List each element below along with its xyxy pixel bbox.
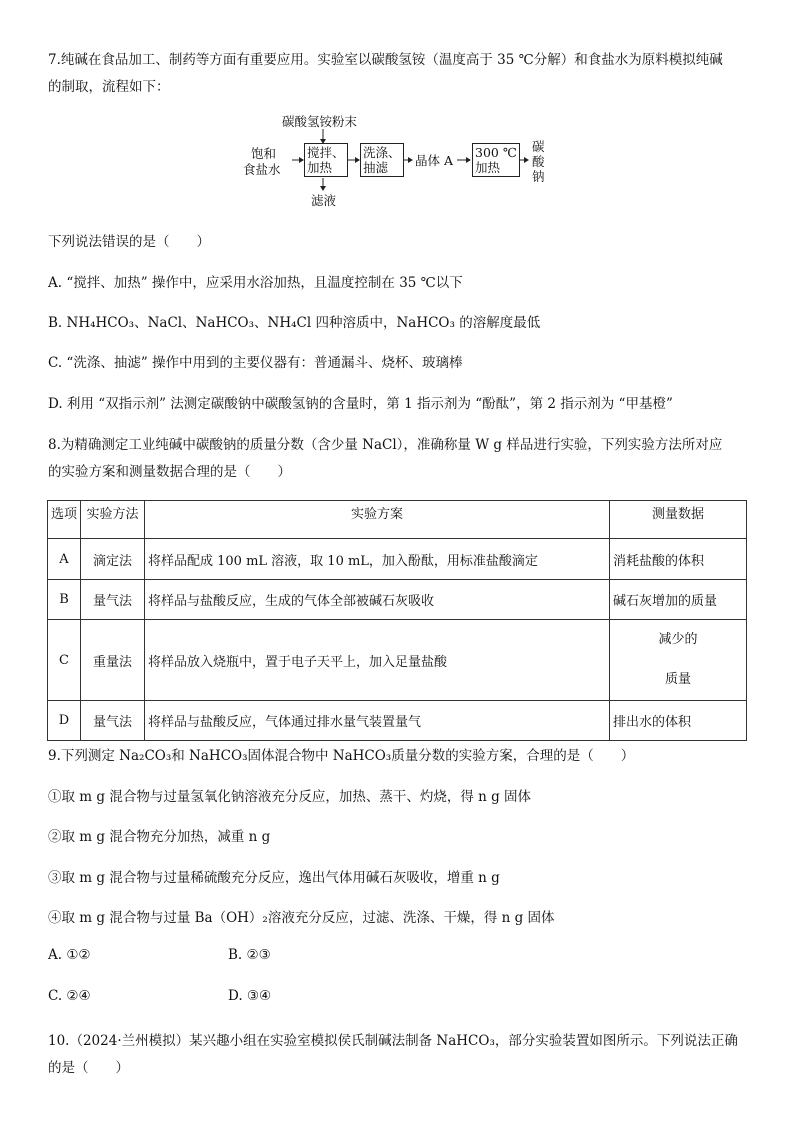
q7-stem-line2: 的制取，流程如下：: [48, 79, 170, 95]
flow-box-wash-filter: [360, 143, 404, 177]
row-method: 量气法: [81, 580, 145, 620]
flow-left-input-1: 饱和: [251, 146, 277, 161]
row-plan: 将样品与盐酸反应，生成的气体全部被碱石灰吸收: [145, 580, 610, 620]
flow-box2-line2: 抽滤: [363, 160, 389, 175]
q7-stem-line1: 7.纯碱在食品加工、制药等方面有重要应用。实验室以碳酸氢铵（温度高于 35 ℃分解）和食盐水为原料模拟纯碱: [48, 52, 723, 68]
header-option: 选项: [48, 501, 81, 539]
q9-item-4: ④取 m g 混合物与过量 Ba（OH）₂溶液充分反应，过滤、洗涤、干燥，得 n g 固体: [48, 910, 555, 926]
row-data: 消耗盐酸的体积: [610, 539, 747, 580]
table-row: [48, 539, 747, 580]
flow-box1-line1: 搅拌、: [307, 145, 345, 160]
row-option: B: [48, 580, 81, 620]
q8-stem-line2: 的实验方案和测量数据合理的是（ ）: [48, 464, 291, 480]
row-data-line2: 质量: [664, 672, 691, 687]
q7-option-b: B. NH₄HCO₃、NaCl、NaHCO₃、NH₄Cl 四种溶质中，NaHCO₃ 的溶解度最低: [48, 315, 541, 331]
q7-ask: 下列说法错误的是（ ）: [48, 234, 210, 250]
q9-option-c: C. ②④: [48, 988, 91, 1004]
q9-item-3: ③取 m g 混合物与过量稀硫酸充分反应，逸出气体用碱石灰吸收，增重 n g: [48, 870, 500, 886]
table-row: [48, 580, 747, 620]
flow-box-stir-heat: [304, 143, 348, 177]
q10-stem-line2: 的是（ ）: [48, 1060, 129, 1076]
q8-stem-line1: 8.为精确测定工业纯碱中碳酸钠的质量分数（含少量 NaCl），准确称量 W g 样品进行实验，下列实验方法所对应: [48, 437, 723, 453]
table-row: [48, 701, 747, 741]
flow-final-1: 碳: [532, 139, 545, 154]
table-row: [48, 620, 747, 701]
row-method: 量气法: [81, 701, 145, 741]
flow-box2-line1: 洗涤、: [363, 145, 401, 160]
q9-option-a: A. ①②: [48, 947, 91, 963]
flow-top-input: 碳酸氢铵粉末: [282, 114, 358, 129]
row-plan: 将样品配成 100 mL 溶液，取 10 mL，加入酚酞，用标准盐酸滴定: [145, 539, 610, 580]
flow-box3-line2: 加热: [475, 160, 501, 175]
row-option: A: [48, 539, 81, 580]
row-data: 排出水的体积: [610, 701, 747, 741]
row-plan: 将样品与盐酸反应，气体通过排水量气装置量气: [145, 701, 610, 741]
row-data-line1: 减少的: [658, 632, 698, 647]
q10-stem-line1: 10.（2024·兰州模拟）某兴趣小组在实验室模拟侯氏制碱法制备 NaHCO₃，部分实验装置如图所示。下列说法正确: [48, 1033, 738, 1049]
header-data: 测量数据: [610, 501, 747, 539]
row-data-cell: [610, 620, 747, 701]
flow-bottom-output: 滤液: [311, 193, 337, 208]
q7-option-c: C. “洗涤、抽滤” 操作中用到的主要仪器有：普通漏斗、烧杯、玻璃棒: [48, 355, 463, 371]
q9-stem: 9.下列测定 Na₂CO₃和 NaHCO₃固体混合物中 NaHCO₃质量分数的实验方案，合理的是（ ）: [48, 748, 635, 764]
flow-crystal-a: 晶体 A: [415, 153, 454, 168]
table-header-row: [48, 501, 747, 539]
q9-option-b: B. ②③: [228, 947, 271, 963]
row-option: D: [48, 701, 81, 741]
row-method: 重量法: [81, 620, 145, 701]
q7-option-a: A. “搅拌、加热” 操作中，应采用水浴加热，且温度控制在 35 ℃以下: [48, 275, 463, 291]
q9-item-2: ②取 m g 混合物充分加热，减重 n g: [48, 829, 271, 845]
flow-final-2: 酸: [532, 154, 545, 169]
header-plan: 实验方案: [145, 501, 610, 539]
row-method: 滴定法: [81, 539, 145, 580]
process-flow-diagram: [240, 112, 560, 212]
header-method: 实验方法: [81, 501, 145, 539]
flow-box1-line2: 加热: [307, 160, 333, 175]
row-option: C: [48, 620, 81, 701]
q9-item-1: ①取 m g 混合物与过量氢氧化钠溶液充分反应，加热、蒸干、灼烧，得 n g 固体: [48, 789, 532, 805]
flow-left-input-2: 食盐水: [243, 162, 281, 177]
flow-final-3: 钠: [532, 169, 545, 184]
flow-box-heat-300: [472, 143, 520, 177]
q7-option-d: D. 利用 “双指示剂” 法测定碳酸钠中碳酸氢钠的含量时，第 1 指示剂为 “酚酞”，第 2 指示剂为 “甲基橙”: [48, 396, 673, 412]
q9-option-d: D. ③④: [228, 988, 272, 1004]
row-data: 碱石灰增加的质量: [610, 580, 747, 620]
row-plan: 将样品放入烧瓶中，置于电子天平上，加入足量盐酸: [145, 620, 610, 701]
flow-box3-line1: 300 ℃: [475, 145, 517, 160]
q8-options-table: [47, 500, 747, 741]
